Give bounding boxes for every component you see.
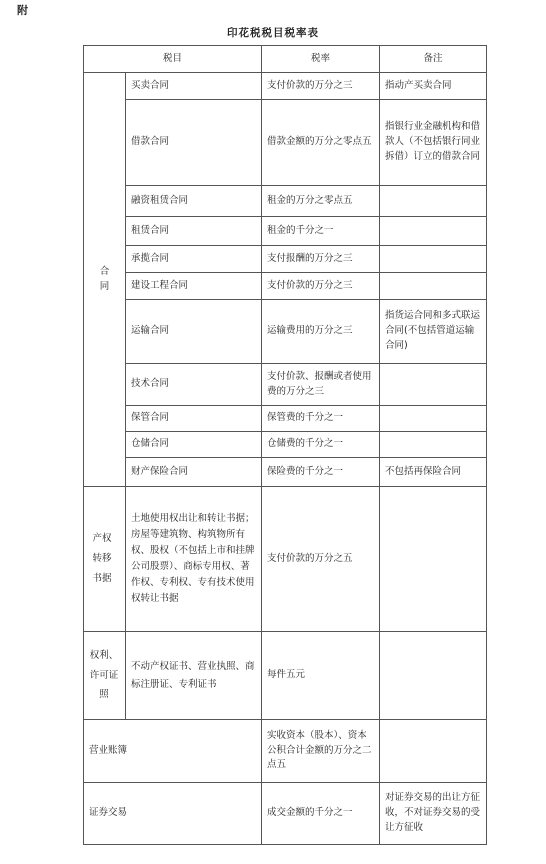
item-note: 对证券交易的出让方征收，不对证券交易的受让方征收 [380,783,487,845]
item-note [380,246,487,273]
item-name: 买卖合同 [126,73,262,100]
item-name: 土地使用权出让和转让书据；房屋等建筑物、构筑物所有权、股权（不包括上市和挂牌公司股票）、商标专用权、著作权、专利权、专有技术使用权转让书据 [126,487,262,632]
group-ledger: 营业账簿 [84,720,262,783]
stamp-duty-rate-table [83,45,487,845]
group-securities: 证券交易 [84,783,262,845]
item-note [380,217,487,246]
item-rate: 支付价款的万分之三 [262,273,380,300]
item-rate: 借款金额的万分之零点五 [262,100,380,186]
item-rate: 仓储费的千分之一 [262,432,380,458]
table-row [84,217,487,246]
item-note [380,487,487,632]
group-contract [84,73,126,487]
item-name: 融资租赁合同 [126,186,262,217]
item-note [380,406,487,432]
table-title: 印花税税目税率表 [227,27,319,39]
group-label: 合同 [99,266,110,292]
table-row [84,432,487,458]
item-name: 财产保险合同 [126,458,262,487]
item-note: 指银行业金融机构和借款人（不包括银行同业拆借）订立的借款合同 [380,100,487,186]
item-rate: 租金的万分之零点五 [262,186,380,217]
table-row [84,406,487,432]
table-row [84,246,487,273]
table-row [84,186,487,217]
header-item: 税目 [84,46,262,73]
item-rate: 实收资本（股本）、资本公积合计金额的万分之二点五 [262,720,380,783]
table-row [84,300,487,364]
group-label: 权利、许可证照 [89,649,119,701]
group-label: 产权转移书据 [92,533,112,584]
document-prefix: 附 [17,4,29,17]
table-row [84,632,487,720]
item-rate: 支付价款的万分之五 [262,487,380,632]
item-name: 不动产权证书、营业执照、商标注册证、专利证书 [126,632,262,720]
item-rate: 租金的千分之一 [262,217,380,246]
item-name: 租赁合同 [126,217,262,246]
item-note: 不包括再保险合同 [380,458,487,487]
item-rate: 保险费的千分之一 [262,458,380,487]
item-note: 指动产买卖合同 [380,73,487,100]
item-note [380,432,487,458]
item-rate: 支付报酬的万分之三 [262,246,380,273]
table-row [84,720,487,783]
table-row [84,73,487,100]
item-rate: 运输费用的万分之三 [262,300,380,364]
item-note: 指货运合同和多式联运合同(不包括管道运输合同) [380,300,487,364]
item-note [380,632,487,720]
table-row [84,487,487,632]
item-rate: 成交金额的千分之一 [262,783,380,845]
item-name: 仓储合同 [126,432,262,458]
item-name: 借款合同 [126,100,262,186]
item-note [380,364,487,406]
item-rate: 保管费的千分之一 [262,406,380,432]
item-name: 承揽合同 [126,246,262,273]
item-note [380,273,487,300]
item-name: 保管合同 [126,406,262,432]
item-rate: 支付价款、报酬或者使用费的万分之三 [262,364,380,406]
table-row [84,100,487,186]
group-property [84,487,126,632]
item-rate: 每件五元 [262,632,380,720]
table-row [84,783,487,845]
item-note [380,186,487,217]
group-license [84,632,126,720]
table-row [84,364,487,406]
table-row [84,273,487,300]
item-rate: 支付价款的万分之三 [262,73,380,100]
item-name: 建设工程合同 [126,273,262,300]
item-name: 技术合同 [126,364,262,406]
item-note [380,720,487,783]
header-note: 备注 [380,46,487,73]
table-row [84,458,487,487]
item-name: 运输合同 [126,300,262,364]
header-rate: 税率 [262,46,380,73]
